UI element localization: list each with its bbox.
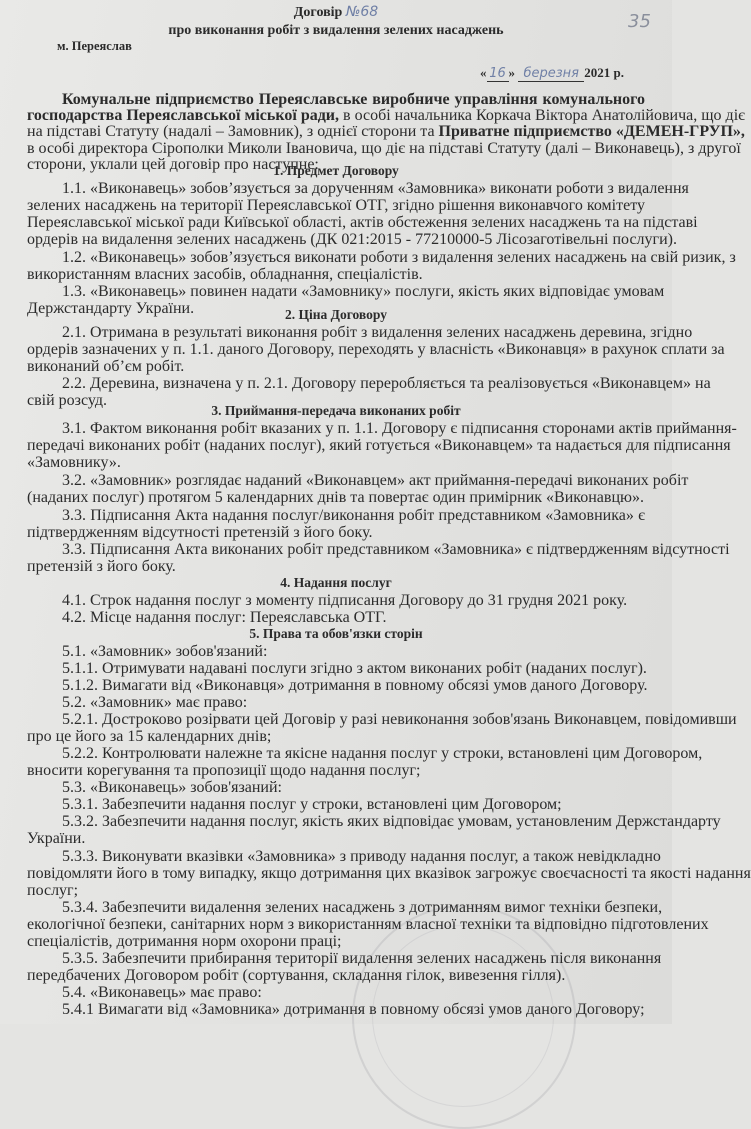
clause-line: 5.3.4. Забезпечити видалення зелених насаджень з дотриманням вимог техніки безпеки, xyxy=(62,899,663,916)
clause-line: послуг; xyxy=(27,882,79,899)
preamble-line: в особі директора Сірополки Миколи Івановича, що діє на підставі Статуту (далі – Виконавець), з другої xyxy=(27,140,741,157)
clause-line: 2.1. Отримана в результаті виконання робіт з видалення зелених насаджень деревина, згідно xyxy=(62,324,693,341)
clause-line: 1.2. «Виконавець» зобов’язується виконати роботи з видалення зелених насаджень на свій ризик, з xyxy=(62,249,736,266)
clause-line: спеціалістів, дотримання норм охорони праці; xyxy=(27,933,342,950)
preamble-line: Комунальне підприємство Переяславське виробниче управління комунального xyxy=(62,91,645,108)
clause-line: використанням власних засобів, обладнання, спеціалістів. xyxy=(27,266,423,283)
section-heading: 1. Предмет Договору xyxy=(273,163,399,178)
section-heading: 4. Надання послуг xyxy=(280,575,392,590)
clause-line: 3.2. «Замовник» розглядає наданий «Виконавцем» акт приймання-передачі виконаних робіт xyxy=(62,472,689,489)
section-heading: 5. Права та обов'язки сторін xyxy=(249,626,423,641)
date-quote-open: « xyxy=(480,65,487,80)
clause-line: 1.1. «Виконавець» зобов’язується за дорученням «Замовника» виконати роботи з видалення xyxy=(62,180,689,197)
section-heading: 3. Приймання-передача виконаних робіт xyxy=(211,403,461,418)
clause-line: передачі виконаних робіт (наданих послуг), який готується «Виконавцем» та надається для підписання xyxy=(27,437,731,454)
clause-line: «Замовнику». xyxy=(27,454,121,471)
clause-line: 5.2.1. Достроково розірвати цей Договір у разі невиконання зобов'язань Виконавцем, повідомивши xyxy=(62,711,737,728)
clause-line: 5.3.5. Забезпечити прибирання території видалення зелених насаджень після виконання xyxy=(62,950,662,967)
clause-line: підтвердженням відсутності претензій з його боку. xyxy=(27,524,373,541)
clause-line: претензій з його боку. xyxy=(27,558,176,575)
contract-number-handwritten: №68 xyxy=(345,4,379,20)
clause-line: передбачених Договором робіт (сортування, складання гілок, вивезення гілля). xyxy=(27,967,566,984)
clause-line: повідомляти його в тому випадку, якщо дотримання цих вказівок загрожує своєчасності та якості надання xyxy=(27,865,751,882)
clause-line: 3.3. Підписання Акта виконаних робіт представником «Замовника» є підтвердженням відсутності xyxy=(62,541,730,558)
clause-line: 5.3.3. Виконувати вказівки «Замовника» з приводу надання послуг, а також невідкладно xyxy=(62,848,661,865)
title-word: Договір xyxy=(293,5,343,20)
clause-line: зелених насаджень на території Переяславської ОТГ, згідно рішення виконавчого комітету xyxy=(27,197,645,214)
clause-line: 5.2.2. Контролювати належне та якісне надання послуг у строки, встановлені цим Договором, xyxy=(62,745,703,762)
clause-line: ордерів на видалення зелених насаджень (ДК 021:2015 - 77210000-5 Лісозаготівельні послуги). xyxy=(27,231,677,248)
date-month-handwritten: березня xyxy=(518,66,584,82)
clause-line: Держстандарту України. xyxy=(27,300,195,317)
clause-line: 5.1.1. Отримувати надавані послуги згідно з актом виконаних робіт (наданих послуг). xyxy=(62,660,647,677)
clause-line: 4.2. Місце надання послуг: Переяславська ОТГ. xyxy=(62,609,387,626)
clause-line: екологічної безпеки, санітарних норм з використанням власної техніки та відповідно підготовлених xyxy=(27,916,709,933)
clause-line: ордерів зазначених у п. 1.1. даного Договору, переходять у власність «Виконавця» в рахунок сплати за xyxy=(27,341,725,358)
date-day-handwritten: 16 xyxy=(487,66,509,82)
clause-line: 5.3. «Виконавець» зобов'язаний: xyxy=(62,779,282,796)
clause-line: виконаний об’єм робіт. xyxy=(27,358,185,375)
clause-line: (наданих послуг) протягом 5 календарних днів та повертає один примірник «Виконавцю». xyxy=(27,489,644,506)
document-subtitle: про виконання робіт з видалення зелених насаджень xyxy=(168,23,504,38)
date-year: 2021 р. xyxy=(584,65,624,80)
clause-line: 3.1. Фактом виконання робіт вказаних у п. 1.1. Договору є підписання сторонами актів приймання- xyxy=(62,420,737,437)
page-number-handwritten: 35 xyxy=(628,11,651,32)
clause-line: про це його за 15 календарних днів; xyxy=(27,728,272,745)
clause-line: України. xyxy=(27,830,86,847)
clause-line: 3.3. Підписання Акта надання послуг/виконання робіт представником «Замовника» є xyxy=(62,507,645,524)
clause-line: 5.4.1 Вимагати від «Замовника» дотримання в повному обсязі умов даного Договору; xyxy=(62,1001,645,1018)
preamble-line: на підставі Статуту (надалі – Замовник), з однієї сторони та Приватне підприємство «ДЕМЕН-ГРУП», xyxy=(27,123,745,140)
clause-line: 5.1. «Замовник» зобов'язаний: xyxy=(62,643,268,660)
preamble-line: сторони, уклали цей договір про наступне: xyxy=(27,156,319,173)
contract-date xyxy=(480,65,624,82)
city-label: м. Переяслав xyxy=(57,39,132,53)
date-quote-close: » xyxy=(508,65,515,80)
section-heading: 2. Ціна Договору xyxy=(285,307,387,322)
clause-line: 5.3.1. Забезпечити надання послуг у строки, встановлені цим Договором; xyxy=(62,796,562,813)
clause-line: 5.3.2. Забезпечити надання послуг, якість яких відповідає умовам, установленим Держстандарту xyxy=(62,813,721,830)
clause-line: 5.2. «Замовник» має право: xyxy=(62,694,248,711)
clause-line: 1.3. «Виконавець» повинен надати «Замовнику» послуги, якість яких відповідає умовам xyxy=(62,283,665,300)
clause-line: 5.1.2. Вимагати від «Виконавця» дотримання в повному обсязі умов даного Договору. xyxy=(62,677,648,694)
clause-line: 2.2. Деревина, визначена у п. 2.1. Договору переробляється та реалізовується «Виконавцем» на xyxy=(62,375,711,392)
clause-line: вносити корегування та пропозиції щодо надання послуг; xyxy=(27,762,421,779)
clause-line: 4.1. Строк надання послуг з моменту підписання Договору до 31 грудня 2021 року. xyxy=(62,592,628,609)
clause-line: свій розсуд. xyxy=(27,392,108,409)
clause-line: 5.4. «Виконавець» має право: xyxy=(62,984,262,1001)
document-title xyxy=(0,4,672,21)
clause-line: Переяславської міської ради Київської області, актів обстеження зелених насаджень та на підставі xyxy=(27,214,698,231)
preamble-line: господарства Переяславської міської ради, в особі начальника Коркача Віктора Анатолійовича, що діє xyxy=(27,107,746,124)
